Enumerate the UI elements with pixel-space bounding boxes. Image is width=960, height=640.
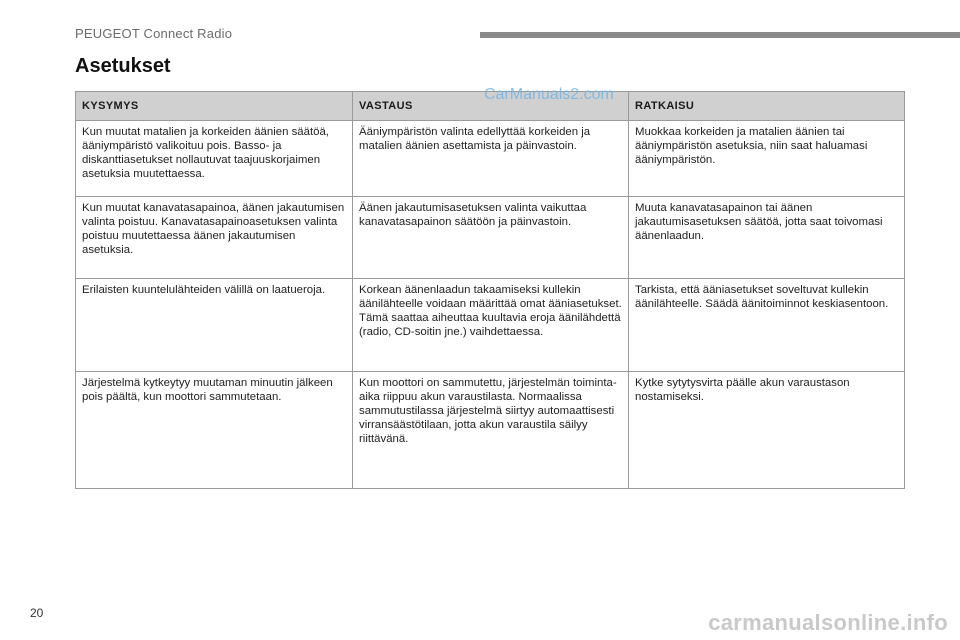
answer-cell: Äänen jakautumisasetuksen valinta vaikuttaa kanavatasapainon säätöön ja päinvastoin. xyxy=(353,197,629,279)
question-cell: Kun muutat kanavatasapainoa, äänen jakautumisen valinta poistuu. Kanavatasapainoasetuksen valinta poistuu muutettaessa äänen jakautumisen asetuksia. xyxy=(76,197,353,279)
table-row xyxy=(76,372,905,489)
solution-cell: Tarkista, että ääniasetukset soveltuvat kullekin äänilähteelle. Säädä äänitoiminnot keskiasentoon. xyxy=(629,279,905,372)
question-cell: Erilaisten kuuntelulähteiden välillä on laatueroja. xyxy=(76,279,353,372)
page-number: 20 xyxy=(30,606,44,620)
solution-cell: Muokkaa korkeiden ja matalien äänien tai ääniympäristön asetuksia, niin saat haluamasi ääniympäristön. xyxy=(629,121,905,197)
table-row xyxy=(76,197,905,279)
column-header-question: KYSYMYS xyxy=(76,92,353,121)
answer-cell: Ääniympäristön valinta edellyttää korkeiden ja matalien äänien asettamista ja päinvastoin. xyxy=(353,121,629,197)
header-label: PEUGEOT Connect Radio xyxy=(75,26,233,41)
question-cell: Kun muutat matalien ja korkeiden äänien säätöä, ääniympäristö valikoituu pois. Basso- ja diskanttiasetukset nollautuvat taajuuskorjaimen asetuksia muutettaessa. xyxy=(76,121,353,197)
solution-cell: Kytke sytytysvirta päälle akun varaustason nostamiseksi. xyxy=(629,372,905,489)
footer-watermark: carmanualsonline.info xyxy=(708,610,948,635)
solution-cell: Muuta kanavatasapainon tai äänen jakautumisasetuksen säätöä, jotta saat toivomasi äänenlaadun. xyxy=(629,197,905,279)
header-bar xyxy=(480,32,960,38)
question-cell: Järjestelmä kytkeytyy muutaman minuutin jälkeen pois päältä, kun moottori sammutetaan. xyxy=(76,372,353,489)
column-header-answer: VASTAUS xyxy=(353,92,629,121)
carmanuals-watermark: CarManuals2.com xyxy=(484,86,614,103)
answer-cell: Kun moottori on sammutettu, järjestelmän toiminta-aika riippuu akun varaustilasta. Normaalissa sammutustilassa järjestelmä siirtyy automaattisesti virransäästötilaan, jotta akun varaustila säilyy riittävänä. xyxy=(353,372,629,489)
answer-cell: Korkean äänenlaadun takaamiseksi kullekin äänilähteelle voidaan määrittää omat ääniasetukset. Tämä saattaa aiheuttaa kuultavia eroja äänilähdettä (radio, CD-soitin jne.) vaihdettaessa. xyxy=(353,279,629,372)
column-header-solution: RATKAISU xyxy=(629,92,905,121)
page-title: Asetukset xyxy=(75,55,171,77)
troubleshooting-table xyxy=(75,91,905,489)
table-row xyxy=(76,121,905,197)
table-row xyxy=(76,279,905,372)
